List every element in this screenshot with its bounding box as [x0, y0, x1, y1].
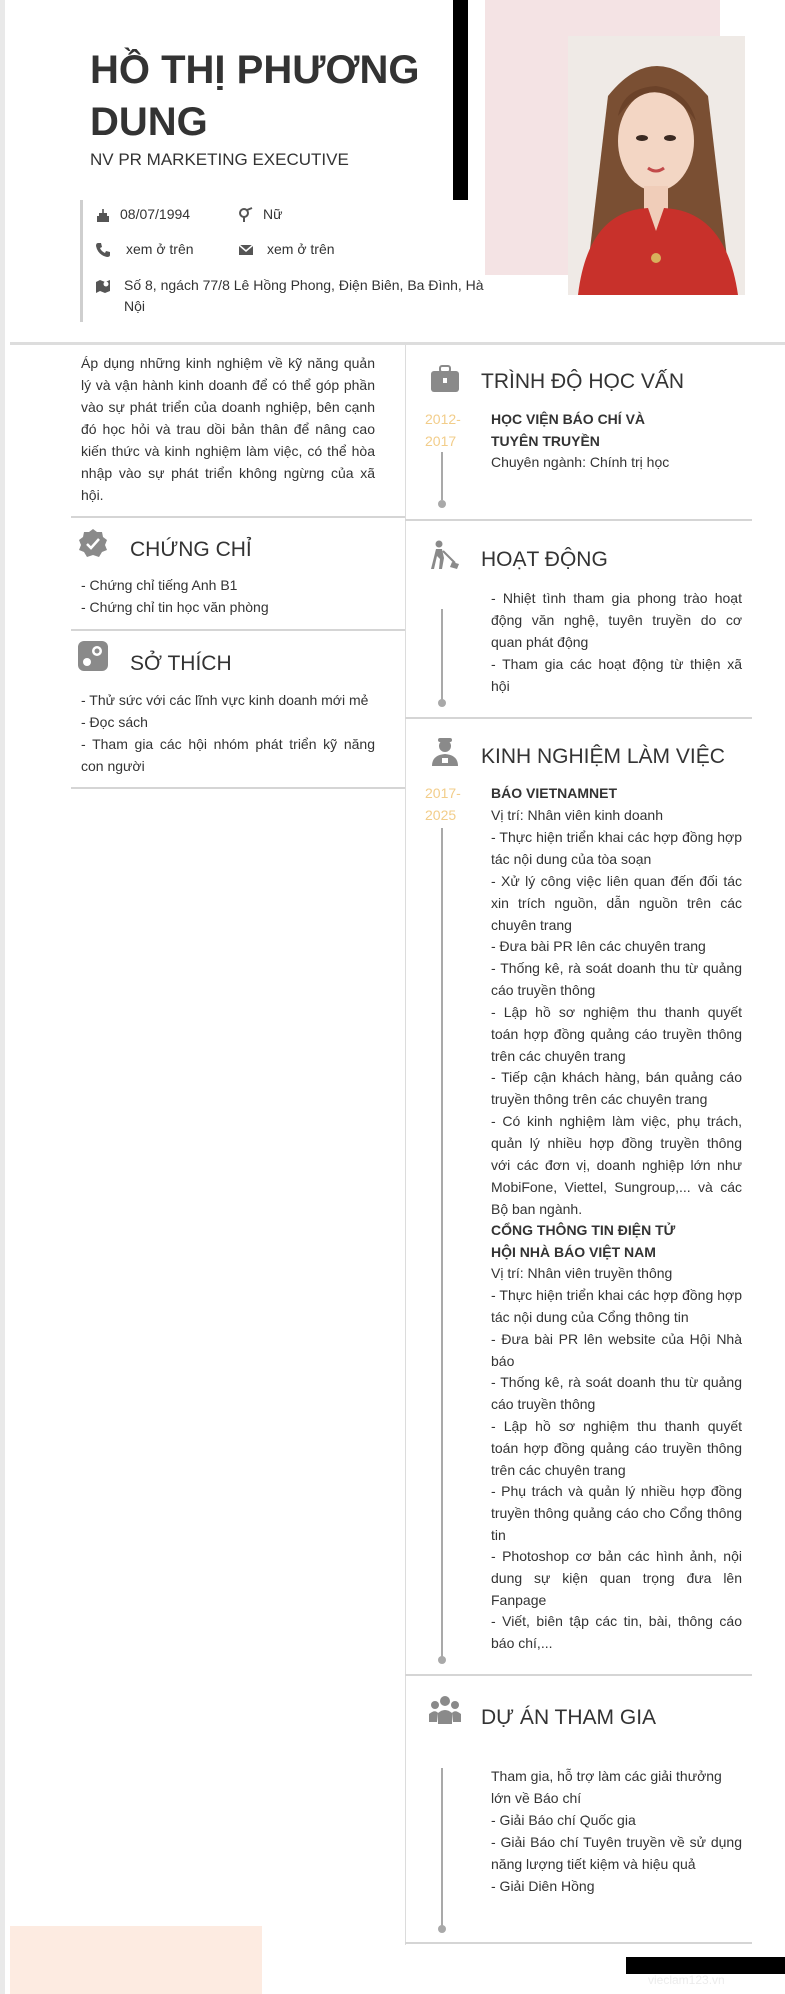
contact-info	[80, 200, 490, 322]
email-text: xem ở trên	[267, 241, 335, 257]
address-text: Số 8, ngách 77/8 Lê Hồng Phong, Điện Biên, Ba Đình, Hà Nội	[124, 277, 484, 314]
project-item: - Giải Báo chí Tuyên truyền về sử dụng năng lượng tiết kiệm và hiệu quả	[491, 1834, 742, 1872]
school-name: HỌC VIỆN BÁO CHÍ VÀ TUYÊN TRUYỀN	[491, 411, 646, 449]
certificates-title: CHỨNG CHỈ	[130, 538, 252, 561]
job-task: - Đưa bài PR lên các chuyên trang	[491, 938, 706, 954]
email-item	[238, 239, 408, 260]
project-item: - Giải Diên Hồng	[491, 1878, 595, 1894]
certificates-divider	[71, 629, 405, 631]
education-timeline-dot	[438, 500, 446, 508]
worker-icon	[429, 736, 461, 768]
school-major: Chuyên ngành: Chính trị học	[491, 454, 670, 470]
activities-title: HOẠT ĐỘNG	[481, 548, 608, 571]
certificate-item: - Chứng chỉ tin học văn phòng	[81, 599, 269, 615]
job-task: - Lập hồ sơ nghiệm thu thanh quyết toán hợp đồng quảng cáo truyền thông trên các chuyên trang	[491, 1418, 742, 1478]
job-task: - Photoshop cơ bản các hình ảnh, nội dung sự kiện quan trọng đưa lên Fanpage	[491, 1548, 742, 1608]
job-task: - Lập hồ sơ nghiệm thu thanh quyết toán hợp đồng quảng cáo truyền thông trên các chuyên trang	[491, 1004, 742, 1064]
birthdate-text: 08/07/1994	[120, 206, 191, 222]
gender-item	[238, 204, 388, 225]
education-timeline	[441, 452, 443, 500]
education-year-end: 2017	[425, 433, 457, 449]
job-task: - Thống kê, rà soát doanh thu từ quảng cáo truyền thông	[491, 960, 742, 998]
activities-timeline-dot	[438, 699, 446, 707]
career-objective: Áp dụng những kinh nghiệm về kỹ năng quản lý và vận hành kinh doanh để có thể góp phần vào sự phát triển của doanh nghiệp, bên cạnh đó học hỏi và trau dồi bản thân để nâng cao kiến thức và kinh nghiệm làm việc, có thể hòa nhập vào sự phát triển không ngừng của xã hội.	[81, 355, 375, 503]
job-task: - Thực hiện triển khai các hợp đồng hợp tác nội dung của tòa soạn	[491, 829, 742, 867]
experience-title: KINH NGHIỆM LÀM VIỆC	[481, 745, 725, 768]
experience-year-start: 2017-	[425, 785, 461, 801]
projects-timeline-dot	[438, 1925, 446, 1933]
activities-timeline	[441, 609, 443, 701]
certificate-item: - Chứng chỉ tiếng Anh B1	[81, 577, 238, 593]
experience-year-end: 2025	[425, 807, 457, 823]
job-position: Vị trí: Nhân viên kinh doanh	[491, 807, 663, 823]
job-task: - Có kinh nghiệm làm việc, phụ trách, quản lý nhiều hợp đồng truyền thông với các đơn vị, doanh nghiệp lớn như MobiFone, Viettel, Sungroup,... và các Bộ ban ngành.	[491, 1113, 742, 1217]
hobby-item: - Tham gia các hội nhóm phát triển kỹ năng con người	[81, 736, 375, 774]
cleaning-icon	[429, 539, 461, 571]
job-task: - Phụ trách và quản lý nhiều hợp đồng truyền thông quảng cáo cho Cổng thông tin	[491, 1483, 742, 1543]
hobby-item: - Đọc sách	[81, 714, 148, 730]
briefcase-icon	[429, 363, 461, 395]
experience-timeline	[441, 828, 443, 1658]
job-task: - Thống kê, rà soát doanh thu từ quảng cáo truyền thông	[491, 1374, 742, 1412]
phone-text: xem ở trên	[126, 241, 194, 257]
job-task: - Xử lý công việc liên quan đến đối tác xin trích nguồn, dẫn nguồn trên các chuyên trang	[491, 873, 742, 933]
job-task: - Đưa bài PR lên website của Hội Nhà báo	[491, 1331, 742, 1369]
column-divider	[405, 345, 406, 1945]
projects-timeline	[441, 1768, 443, 1928]
job-position: Vị trí: Nhân viên truyền thông	[491, 1265, 673, 1281]
gender-text: Nữ	[263, 206, 283, 222]
job-company: CỔNG THÔNG TIN ĐIỆN TỬ HỘI NHÀ BÁO VIỆT NAM	[491, 1222, 676, 1260]
experience-divider	[405, 1674, 752, 1676]
cake-icon	[95, 207, 111, 223]
phone-icon	[95, 242, 111, 258]
projects-title: DỰ ÁN THAM GIA	[481, 1706, 657, 1729]
experience-timeline-dot	[438, 1656, 446, 1664]
job-task: - Viết, biên tập các tin, bài, thông cáo báo chí,...	[491, 1613, 742, 1651]
watermark: vieclam123.vn	[648, 1973, 725, 1987]
address-item	[95, 275, 490, 317]
job-task: - Thực hiện triển khai các hợp đồng hợp tác nội dung của Cổng thông tin	[491, 1287, 742, 1325]
project-item: - Giải Báo chí Quốc gia	[491, 1812, 636, 1828]
black-bottom-bar	[626, 1957, 785, 1974]
activities-divider	[405, 717, 752, 719]
education-divider	[405, 519, 752, 521]
hobbies-divider	[71, 787, 405, 789]
email-icon	[238, 242, 254, 258]
hobbies-title: SỞ THÍCH	[130, 652, 232, 675]
activity-item: - Tham gia các hoạt động từ thiện xã hội	[491, 656, 742, 694]
job-title: NV PR MARKETING EXECUTIVE	[90, 150, 349, 169]
cv-page	[5, 0, 785, 1994]
header-divider	[10, 342, 785, 345]
certificate-icon	[77, 528, 109, 560]
gamepad-icon	[77, 640, 109, 672]
candidate-name: HỒ THỊ PHƯƠNG DUNG	[90, 48, 420, 144]
objective-divider	[71, 516, 405, 518]
hobby-item: - Thử sức với các lĩnh vực kinh doanh mới mẻ	[81, 692, 369, 708]
black-decor-bar	[453, 0, 468, 200]
profile-photo	[568, 36, 745, 295]
project-item: Tham gia, hỗ trợ làm các giải thưởng lớn về Báo chí	[491, 1768, 722, 1806]
team-icon	[429, 1694, 461, 1726]
education-title: TRÌNH ĐỘ HỌC VẤN	[481, 370, 685, 393]
map-icon	[95, 278, 111, 294]
job-task: - Tiếp cận khách hàng, bán quảng cáo truyền thông trên các chuyên trang	[491, 1069, 742, 1107]
activity-item: - Nhiệt tình tham gia phong trào hoạt động văn nghệ, tuyên truyền do cơ quan phát động	[491, 590, 742, 650]
projects-divider	[405, 1942, 752, 1944]
job-company: BÁO VIETNAMNET	[491, 785, 617, 801]
gender-icon	[238, 207, 254, 223]
peach-decor-block	[10, 1926, 262, 1994]
education-year-start: 2012-	[425, 411, 461, 427]
